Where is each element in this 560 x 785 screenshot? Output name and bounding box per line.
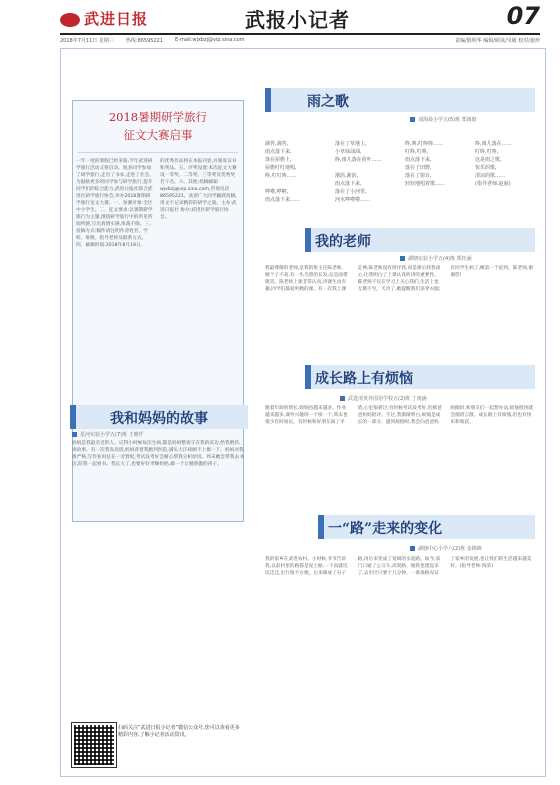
article-body-family: 妈妈是我最亲近的人。记得小时候每次生病,都是妈妈整夜守在我的床边,给我喂药、讲故事。有一次我发高烧,妈妈背着我跑到医院,满头大汗却顾不上擦一下。妈妈对我很严格,写作业时总在一旁督促,考试没考好会耐心帮我分析原因。周末她会带我去书店,陪我一起看书。我长大了,也要好好孝顺妈妈,做一个让她骄傲的孩子。 [72, 441, 244, 467]
article-body-road: 我的家乡在武进农村。小时候,爷爷告诉我,以前村里的路都是泥土路,一下雨就坑坑洼洼,出行很不方便。后来修成了石子路,再后来变成了宽阔的水泥路。如今,家门口通了公交车,高架路、地铁也建起来了,去市区只要十几分钟。一条条路见证了家乡的发展,也让我们的生活越来越美好。(指导老师:钱荣) [265, 557, 532, 576]
notice-divider [78, 152, 238, 153]
issue-date: 2018年7月11日 星期三 [60, 38, 114, 44]
poem-block [265, 140, 535, 204]
editors: 责编/陈明华 编辑/顾岚/吴敏 校对/施珍 [455, 38, 540, 44]
section-title: 武报小记者 [245, 8, 350, 32]
poem-column: 咚,咚,叮咚咚…… 叮咚,叮咚, 雨点落下来, 落在了田野, 落在了窗台, 轻轻地唱着歌…… [405, 141, 446, 187]
article-banner-worry [305, 365, 535, 389]
poem-column: 滴答,滴答, 雨点落下来, 落在屋檐上, 屋檐叮叮地唱, 咚,叮叮咚…… 哗啦,哗啦, 雨点落下来…… [265, 141, 301, 203]
notice-body-right: 的优秀作品将在本报刊登,并颁发证书和奖品。五、评奖设置:本次征文大赛设一等奖、二等奖、三等奖及优秀奖若干名。六、其他:投稿邮箱wjxbzj@vip.sina.com,咨询电话86595221。欢迎广大同学踊跃投稿,用文字记录精彩的研学之旅。主办:武进日报社 协办:武进区研学旅行协会。 [160, 159, 237, 220]
article-banner-rain [265, 88, 535, 112]
byline-family: 星河实验小学五(7)班 王晴仟 [72, 431, 144, 438]
poem-column: 咚,雨儿落在…… 叮咚,叮咚, 这是雨之歌, 快乐的歌, 清凉的歌…… (指导老师:赵丽) [475, 141, 512, 187]
article-banner-family [70, 405, 248, 429]
byline-worry: 武进清英外国语学校五(2)班 丁雨涵 [340, 395, 427, 402]
article-title-worry: 成长路上有烦恼 [315, 371, 413, 387]
article-body-worry: 随着年龄的增长,烦恼也越来越多。作业越来越多,课外兴趣班一个接一个,周末也很少有时间玩。有时候和好朋友闹了矛盾,心里很难过;有时候考试没考好,怕被爸爸妈妈批评。不过,我渐渐明白,烦恼是成长的一部分。遇到烦恼时,我会向爸爸妈妈倾诉,和朋友们一起想办法,烦恼很快就会烟消云散。成长路上有烦恼,但也有快乐和收获。 [265, 406, 533, 425]
header-info-line [60, 37, 540, 44]
byline-road: 湖塘中心小学六(2)班 金锦锦 [410, 545, 482, 552]
hotline: 热线:86595221 [125, 38, 163, 44]
qr-code-icon [72, 723, 116, 767]
article-title-road: 一“路”走来的变化 [328, 521, 443, 537]
header-rule [60, 33, 540, 35]
article-title-rain: 雨之歌 [307, 94, 349, 110]
article-body-teacher: 我最尊敬的老师,是我的班主任陈老师。她个子不高,有一头乌黑的长发,总是面带微笑。陈老师上课非常认真,讲课生动有趣,同学们都爱听她的课。有一次我上课走神,陈老师没有批评我,而是课后找我谈心,让我明白了上课认真听讲的重要性。陈老师不仅在学习上关心我们,生活上也无微不至。天冷了,她提醒我们多穿衣服;有同学生病了,她第一个赶到。陈老师,谢谢您! [265, 266, 533, 292]
logo-icon [60, 13, 80, 27]
article-title-teacher: 我的老师 [315, 234, 371, 250]
bullet-icon [72, 432, 77, 437]
newspaper-logo: 武进日报 [60, 8, 148, 29]
email: E-mail:wjxbzj@vip.sina.com [175, 37, 245, 43]
notice-title: 2018暑期研学旅行 征文大赛启事 [108, 110, 208, 142]
byline-rain: 刘海晨小学五(5)班 郑雨晗 [410, 116, 477, 123]
bullet-icon [340, 396, 345, 401]
article-banner-road [318, 515, 535, 539]
notice-body-left: 一年一度的暑假已经来临,今年武进研学旅行活动又将启动。很多同学参加了研学旅行,走出了书本,走进了社会。为鼓励更多的同学参与研学旅行,提升同学们的综合能力,武进日报社联合武进区研学旅行协会,举办2018暑期研学旅行征文大赛。一、参赛对象:全区中小学生。二、征文要求:以暑期研学旅行为主题,围绕研学旅行中的所见所闻所感,写出真情实感,体裁不限。三、投稿方式:稿件请注明作者姓名、学校、班级、指导老师及联系方式。四、截稿时间:2018年8月18日。 [76, 159, 154, 248]
poem-column: 落在了草地上, 小草绿油油, 咚,雨儿落在荷叶…… 淅沥,淅沥, 雨点落下来, 落在了小河里, 河水哗啦啦…… [335, 141, 382, 203]
qr-caption: 扫码关注“武进日报小记者”微信公众号,您可以查看更多精彩内容,了解小记者活动资讯。 [118, 725, 240, 738]
bullet-icon [400, 256, 405, 261]
page-number: 07 [506, 2, 540, 30]
masthead [0, 0, 560, 50]
article-title-family: 我和妈妈的故事 [110, 411, 208, 427]
bullet-icon [410, 117, 415, 122]
bullet-icon [410, 546, 415, 551]
byline-teacher: 湖塘实验小学五(4)班 郑钰涵 [400, 255, 472, 262]
article-banner-teacher [305, 228, 535, 252]
